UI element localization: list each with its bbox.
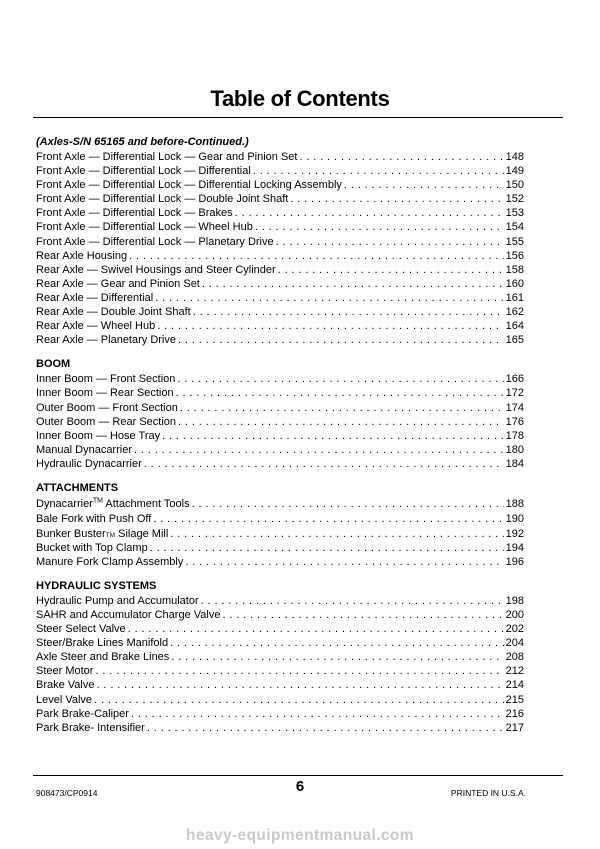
- entry-title: [36, 594, 199, 608]
- entry-title-text: Bunker Buster: [36, 527, 106, 540]
- section-heading: (Axles-S/N 65165 and before-Continued.): [36, 136, 249, 148]
- dot-leader: [153, 512, 503, 526]
- dot-leader: [201, 594, 504, 608]
- entry-title: [36, 664, 93, 678]
- dot-leader: [192, 496, 504, 513]
- entry-page-number: 149: [505, 165, 524, 178]
- entry-title-text: SAHR and Accumulator Charge Valve: [36, 608, 221, 621]
- entry-page-number: 216: [505, 707, 524, 720]
- entry-page-number: 150: [505, 179, 524, 192]
- entry-title: [36, 263, 276, 277]
- entry-title: [36, 235, 274, 249]
- entry-title-text: Steer Select Valve: [36, 623, 126, 636]
- entry-title: [36, 512, 151, 526]
- entry-page-number: 200: [505, 608, 524, 621]
- entry-title-text: Park Brake- Intensifier: [36, 721, 145, 734]
- entry-title: [36, 541, 148, 555]
- toc-entry[interactable]: [36, 664, 524, 678]
- dot-leader: [177, 372, 503, 386]
- toc-entry[interactable]: [36, 291, 524, 305]
- entry-page-number: 166: [505, 373, 524, 386]
- toc-entry[interactable]: [36, 555, 524, 569]
- entry-title: [36, 707, 129, 721]
- toc-entry[interactable]: [36, 512, 524, 526]
- dot-leader: [157, 319, 503, 333]
- toc-entry[interactable]: [36, 429, 524, 443]
- entry-title: [36, 457, 142, 471]
- dot-leader: [171, 650, 503, 664]
- toc-entry[interactable]: [36, 386, 524, 400]
- entry-title-text: Hydraulic Dynacarrier: [36, 457, 142, 470]
- entry-title-text: Bale Fork with Push Off: [36, 513, 152, 526]
- entry-title: [36, 429, 160, 443]
- entry-page-number: 156: [505, 249, 524, 262]
- dot-leader: [147, 721, 504, 735]
- dot-leader: [129, 249, 504, 263]
- entry-title: [36, 693, 92, 707]
- toc-entry[interactable]: [36, 150, 524, 164]
- dot-leader: [170, 636, 504, 650]
- toc-entry[interactable]: [36, 401, 524, 415]
- dot-leader: [178, 333, 504, 347]
- entry-title-text: Park Brake-Caliper: [36, 707, 129, 720]
- entry-page-number: 202: [505, 623, 524, 636]
- entry-title: [36, 178, 342, 192]
- dot-leader: [95, 664, 503, 678]
- entry-title: [36, 622, 126, 636]
- entry-title: [36, 386, 174, 400]
- entry-title-text: Rear Axle — Double Joint Shaft: [36, 306, 191, 319]
- entry-title: [36, 372, 175, 386]
- dot-leader: [170, 527, 503, 541]
- top-rule: [33, 117, 563, 118]
- bottom-rule: [33, 775, 563, 776]
- entry-page-number: 212: [505, 665, 524, 678]
- entry-page-number: 192: [505, 527, 524, 540]
- dot-leader: [131, 707, 504, 721]
- entry-title: [36, 678, 95, 692]
- entry-page-number: 204: [505, 637, 524, 650]
- entry-title-text: Axle Steer and Brake Lines: [36, 651, 170, 664]
- entry-page-number: 188: [505, 497, 524, 510]
- toc-section: [36, 482, 524, 569]
- entry-page-number: 165: [505, 334, 524, 347]
- entry-page-number: 184: [505, 457, 524, 470]
- entry-page-number: 160: [505, 277, 524, 290]
- toc-entry[interactable]: [36, 541, 524, 555]
- dot-leader: [162, 429, 504, 443]
- entry-title-text: Front Axle — Differential Lock — Planetary Drive: [36, 235, 274, 248]
- dot-leader: [185, 555, 503, 569]
- entry-title-text: Brake Valve: [36, 679, 95, 692]
- toc-entry[interactable]: [36, 496, 524, 513]
- dot-leader: [180, 401, 504, 415]
- entry-title-text: Outer Boom — Front Section: [36, 401, 178, 414]
- entry-page-number: 198: [505, 594, 524, 607]
- entry-page-number: 164: [505, 320, 524, 333]
- dot-leader: [193, 305, 504, 319]
- entry-title-text: Rear Axle — Planetary Drive: [36, 334, 176, 347]
- entry-title: [36, 305, 191, 319]
- entry-title-text: Front Axle — Differential Lock — Gear and Pinion Set: [36, 151, 298, 163]
- entry-title-text: Inner Boom — Hose Tray: [36, 429, 161, 442]
- trademark-mark: TM: [92, 497, 103, 505]
- dot-leader: [235, 206, 504, 220]
- entry-title-text: Manual Dynacarrier: [36, 443, 132, 456]
- entry-title-text: Inner Boom — Front Section: [36, 373, 176, 386]
- page-title: Table of Contents: [210, 86, 390, 111]
- toc-entry[interactable]: [36, 220, 524, 234]
- entry-title-text: Steer/Brake Lines Manifold: [36, 637, 169, 650]
- entry-title-text: Steer Motor: [36, 665, 94, 678]
- entry-title: [36, 291, 153, 305]
- entry-title: [36, 319, 155, 333]
- entry-page-number: 190: [505, 513, 524, 526]
- entry-title: [36, 650, 169, 664]
- toc-entry[interactable]: [36, 457, 524, 471]
- toc-entry[interactable]: [36, 678, 524, 692]
- entry-page-number: 215: [505, 693, 524, 706]
- entry-title-text: Rear Axle — Swivel Housings and Steer Cylinder: [36, 263, 276, 276]
- toc-entry[interactable]: [36, 721, 524, 735]
- dot-leader: [128, 622, 504, 636]
- dot-leader: [94, 693, 504, 707]
- entry-page-number: 178: [505, 429, 524, 442]
- entry-title-text: Manure Fork Clamp Assembly: [36, 555, 184, 568]
- entry-title-text: Bucket with Top Clamp: [36, 541, 148, 554]
- toc-entry[interactable]: [36, 622, 524, 636]
- entry-title-text: Inner Boom — Rear Section: [36, 387, 174, 400]
- dot-leader: [344, 178, 504, 192]
- entry-page-number: 162: [505, 306, 524, 319]
- toc-entry[interactable]: [36, 636, 524, 650]
- entry-title-text: Rear Axle — Wheel Hub: [36, 320, 156, 333]
- entry-title-text: Level Valve: [36, 693, 93, 706]
- entry-page-number: 155: [505, 235, 524, 248]
- entry-title-text: Rear Axle — Gear and Pinion Set: [36, 277, 200, 290]
- entry-page-number: 174: [505, 401, 524, 414]
- entry-page-number: 194: [505, 541, 524, 554]
- toc-entry[interactable]: [36, 277, 524, 291]
- entry-title-text: Front Axle — Differential Lock — Differential: [36, 165, 251, 178]
- entry-title-text: Front Axle — Differential Lock — Brakes: [36, 207, 233, 220]
- toc-entry[interactable]: [36, 333, 524, 347]
- entry-title: [36, 220, 253, 234]
- entry-title: [36, 636, 168, 650]
- dot-leader: [176, 386, 504, 400]
- entry-title: [36, 415, 176, 429]
- toc-entry[interactable]: [36, 608, 524, 622]
- toc-section: [36, 580, 524, 735]
- toc-entry[interactable]: [36, 707, 524, 721]
- dot-leader: [278, 263, 504, 277]
- entry-title: [36, 555, 183, 569]
- entry-title: [36, 277, 200, 291]
- entry-title-text: Front Axle — Differential Lock — Differential Locking Assembly: [36, 179, 342, 192]
- entry-title: [36, 206, 233, 220]
- toc-entry[interactable]: [36, 178, 524, 192]
- entry-title: [36, 496, 190, 513]
- entry-page-number: 176: [505, 415, 524, 428]
- dot-leader: [155, 291, 503, 305]
- printed-in-label: PRINTED IN U.S.A.: [450, 788, 526, 798]
- toc-entry[interactable]: [36, 164, 524, 178]
- toc-entry[interactable]: [36, 263, 524, 277]
- entry-title: [36, 401, 178, 415]
- entry-title-text: Rear Axle Housing: [36, 249, 128, 262]
- entry-page-number: 180: [505, 443, 524, 456]
- entry-title-text: Dynacarrier: [36, 497, 93, 510]
- dot-leader: [178, 415, 504, 429]
- entry-page-number: 196: [505, 555, 524, 568]
- dot-leader: [253, 164, 504, 178]
- toc-entry[interactable]: [36, 527, 524, 541]
- toc-section: [36, 358, 524, 471]
- dot-leader: [144, 457, 504, 471]
- entry-title: [36, 608, 220, 622]
- entry-title: [36, 721, 145, 735]
- section-heading: HYDRAULIC SYSTEMS: [36, 579, 157, 592]
- section-heading: ATTACHMENTS: [36, 481, 119, 494]
- toc-entry[interactable]: [36, 443, 524, 457]
- toc-entry[interactable]: [36, 235, 524, 249]
- entry-title-text: Rear Axle — Differential: [36, 291, 154, 304]
- entry-title-text: Front Axle — Differential Lock — Wheel Hub: [36, 221, 253, 234]
- entry-page-number: 172: [505, 387, 524, 400]
- entry-page-number: 153: [505, 207, 524, 220]
- toc-entry[interactable]: [36, 192, 524, 206]
- entry-title: [36, 249, 127, 263]
- dot-leader: [276, 235, 504, 249]
- toc-section: [36, 136, 524, 347]
- section-heading: BOOM: [36, 358, 71, 371]
- toc-entry[interactable]: [36, 415, 524, 429]
- trademark-mark: TM: [105, 531, 116, 539]
- document-number: 908473/CP0914: [36, 788, 98, 798]
- dot-leader: [299, 150, 503, 164]
- entry-page-number: 148: [505, 151, 524, 163]
- dot-leader: [150, 541, 504, 555]
- toc-entry[interactable]: [36, 693, 524, 707]
- entry-title: [36, 164, 251, 178]
- entry-page-number: 152: [505, 193, 524, 206]
- entry-title: [36, 443, 132, 457]
- toc-entry[interactable]: [36, 594, 524, 608]
- entry-title-text: Hydraulic Pump and Accumulator: [36, 594, 199, 607]
- entry-page-number: 161: [505, 291, 524, 304]
- dot-leader: [97, 678, 504, 692]
- dot-leader: [255, 220, 504, 234]
- toc-entry[interactable]: [36, 305, 524, 319]
- entry-title-suffix: Silage Mill: [115, 527, 169, 540]
- entry-page-number: 208: [505, 651, 524, 664]
- entry-title-text: Outer Boom — Rear Section: [36, 415, 177, 428]
- toc-entry[interactable]: [36, 249, 524, 263]
- dot-leader: [202, 277, 504, 291]
- table-of-contents: [36, 136, 524, 735]
- entry-title: [36, 192, 288, 206]
- dot-leader: [222, 608, 503, 622]
- toc-entry[interactable]: [36, 206, 524, 220]
- entry-title: [36, 150, 297, 164]
- entry-page-number: 214: [505, 679, 524, 692]
- toc-entry[interactable]: [36, 319, 524, 333]
- dot-leader: [290, 192, 503, 206]
- entry-page-number: 217: [505, 721, 524, 734]
- watermark: heavy-equipmentmanual.com: [186, 827, 414, 844]
- entry-page-number: 154: [505, 221, 524, 234]
- entry-title-text: Front Axle — Differential Lock — Double Joint Shaft: [36, 193, 289, 206]
- entry-title-suffix: Attachment Tools: [102, 497, 190, 510]
- dot-leader: [134, 443, 504, 457]
- toc-entry[interactable]: [36, 372, 524, 386]
- page-number: 6: [295, 778, 305, 795]
- entry-title: [36, 333, 176, 347]
- entry-page-number: 158: [505, 263, 524, 276]
- toc-entry[interactable]: [36, 650, 524, 664]
